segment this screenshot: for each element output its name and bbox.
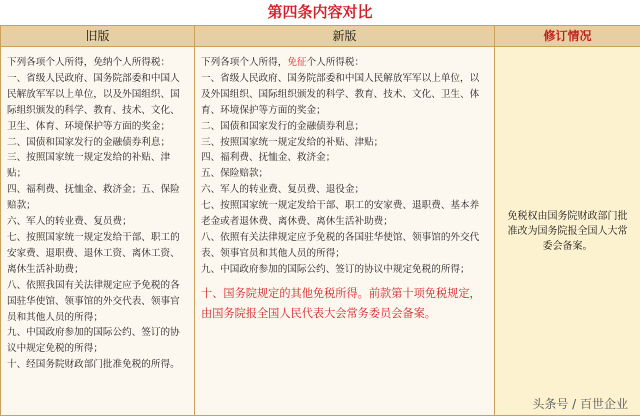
old-item-3: 三、按照国家统一规定发给的补贴、津贴； [7,152,171,180]
header-new: 新版 [195,26,495,47]
content-row [1,47,640,416]
new-item-4: 四、福利费、抚恤金、救济金； [201,152,336,164]
new-item-7: 七、按照国家统一规定发给干部、职工的安家费、退职费、基本养老金或者退休费、离休费、离休生活补助费； [201,200,480,228]
revision-note: 免税权由国务院财政部门批准改为国务院报全国人大常委会备案。 [507,210,628,252]
new-item-3: 三、按照国家统一规定发给的补贴、津贴； [201,136,384,148]
header-old: 旧版 [1,26,195,47]
new-item-2: 二、国债和国家发行的金融债券利息； [201,120,365,132]
new-item-6: 六、军人的转业费、复员费、退役金； [201,184,365,196]
old-item-7: 七、按照国家统一规定发给干部、职工的安家费、退职费、退休工资、离休工资、离休生活补助费； [7,231,180,275]
old-intro: 下列各项个人所得，免纳个人所得税： [7,57,171,68]
new-item-10: 十、国务院规定的其他免税所得。前款第十项免税规定，由国务院报全国人民代表大会常务委员会备案。 [201,286,481,320]
page-title: 第四条内容对比 [267,3,373,21]
new-intro-prefix: 下列各项个人所得， [201,57,288,68]
old-item-1: 一、省级人民政府、国务院部委和中国人民解放军军以上单位，以及外国组织、国际组织颁发的科学、教育、技术、文化、卫生、体育、环境保护等方面的奖金； [7,72,180,132]
new-item-1: 一、省级人民政府、国务院部委和中国人民解放军军以上单位，以及外国组织、国际组织颁发的科学、教育、技术、文化、卫生、体育、环境保护等方面的奖金； [201,72,480,116]
watermark-text: 头条号 / 百世企业 [532,397,628,411]
revision-cell [495,47,640,416]
new-item-8: 八、依照有关法律规定应予免税的各国驻华使馆、领事馆的外交代表、领事官员和其他人员的所得； [201,231,480,259]
old-item-6: 六、军人的转业费、复员费； [7,216,132,228]
old-item-8: 八、依照我国有关法律规定应予免税的各国驻华使馆、领事馆的外交代表、领事官员和其他人员的所得； [7,279,180,323]
new-item-9: 九、中国政府参加的国际公约、签订的协议中规定免税的所得； [201,263,470,275]
new-intro-suffix: 个人所得税： [306,57,365,68]
header-row [1,26,640,47]
new-item-5: 五、保险赔款； [201,168,269,180]
comparison-table [0,25,640,416]
old-item-4-5: 四、福利费、抚恤金、救济金；五、保险赔款； [7,184,180,212]
new-version-cell [195,47,495,416]
new-intro-highlight: 免征 [287,57,307,68]
old-item-9: 九、中国政府参加的国际公约、签订的协议中规定免税的所得； [7,327,180,355]
old-version-text [1,47,194,377]
new-version-text [195,47,494,328]
new-intro [201,55,488,71]
old-item-10: 十、经国务院财政部门批准免税的所得。 [7,359,180,371]
header-revision: 修订情况 [495,26,640,47]
old-version-cell [1,47,195,416]
old-item-2: 二、国债和国家发行的金融债券利息； [7,136,171,148]
